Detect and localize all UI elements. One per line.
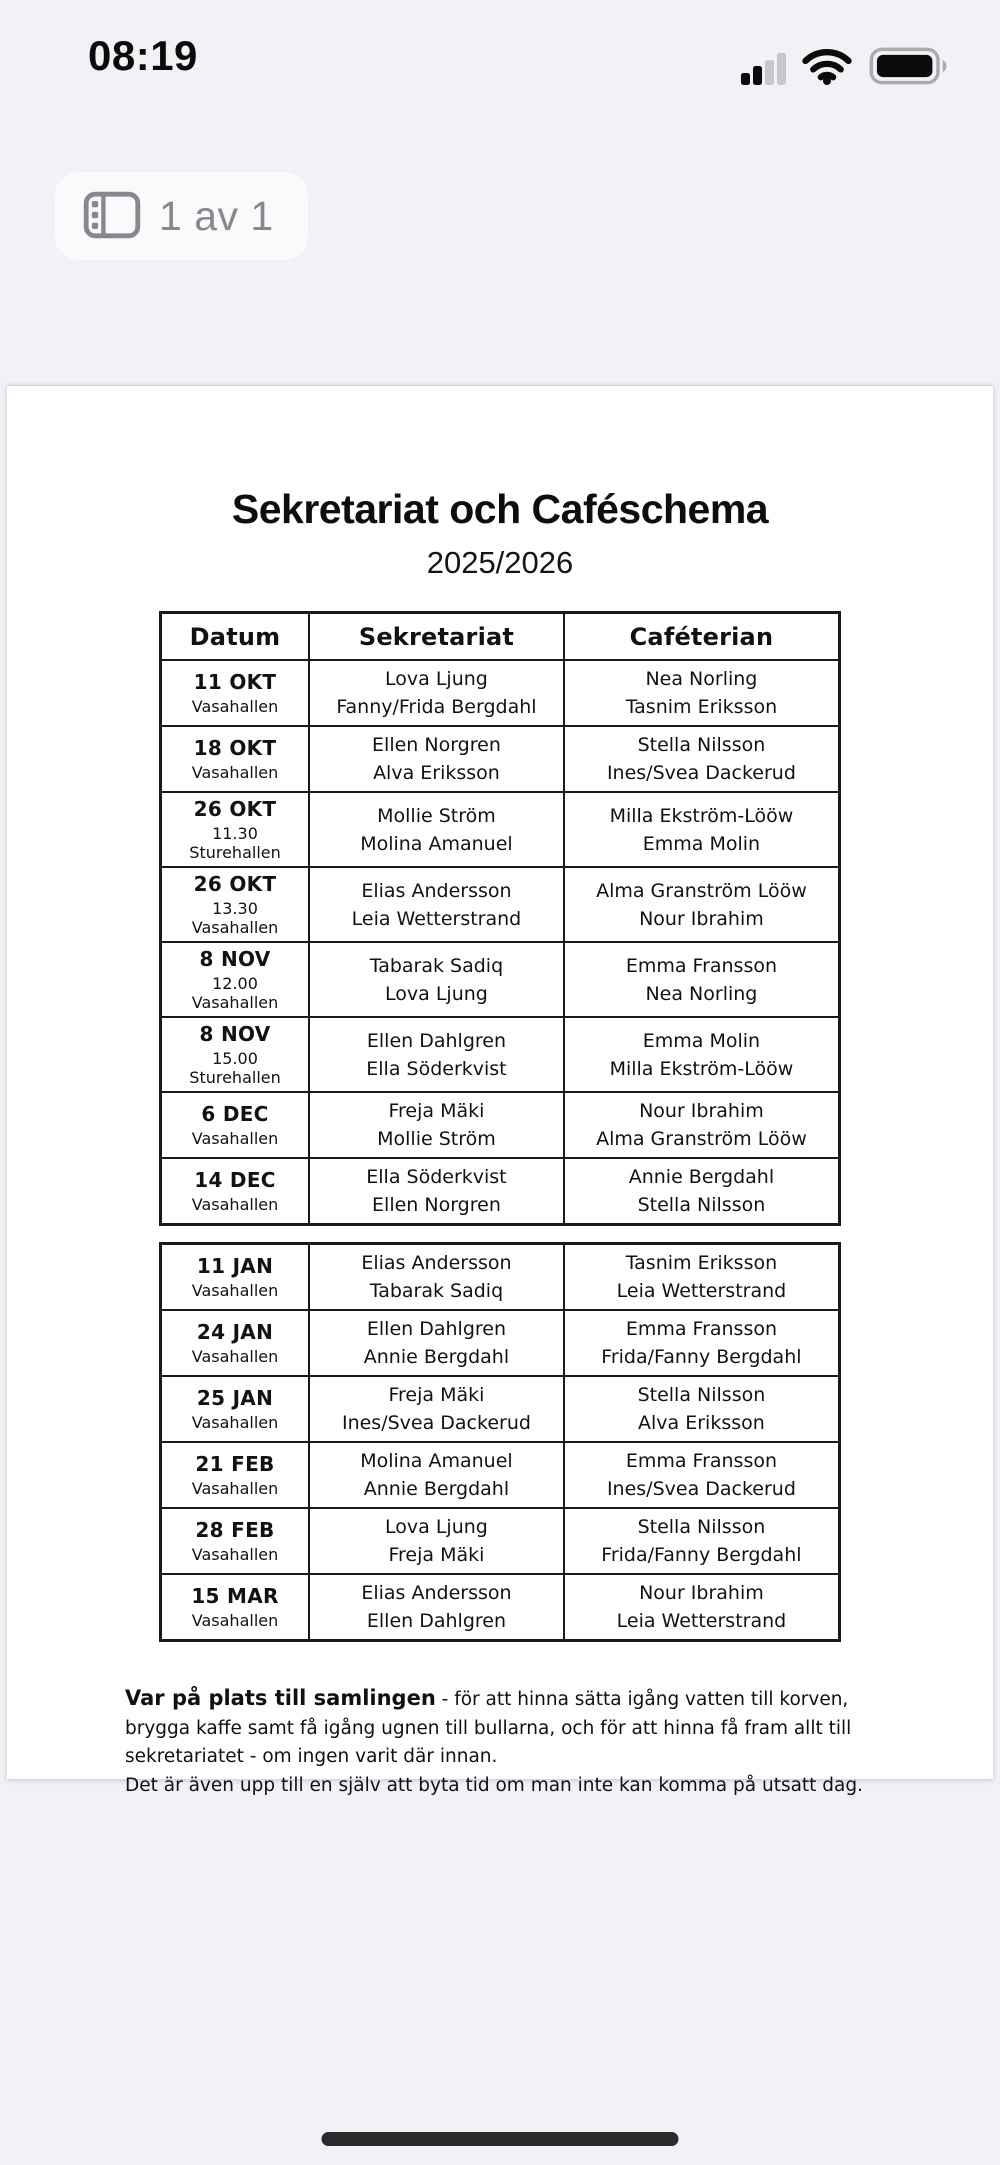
row-date-cell (162, 1159, 310, 1223)
row-location: Vasahallen (191, 1413, 279, 1432)
row-date-cell (162, 1443, 310, 1509)
row-date: 24 JAN (196, 1320, 274, 1344)
row-cafeterian-cell (565, 1159, 838, 1223)
person-name: Annie Bergdahl (628, 1166, 775, 1188)
battery-icon (868, 46, 952, 91)
row-location: 12.00 Vasahallen (191, 974, 279, 1012)
row-date-cell (162, 1575, 310, 1639)
row-location: Vasahallen (191, 1347, 279, 1366)
row-sekretariat-cell (310, 1245, 565, 1311)
person-name: Lova Ljung (385, 1516, 488, 1538)
row-date-cell (162, 1377, 310, 1443)
row-cafeterian-cell (565, 868, 838, 943)
person-name: Stella Nilsson (637, 1194, 766, 1216)
row-sekretariat-cell (310, 1575, 565, 1639)
row-location: Vasahallen (191, 1281, 279, 1300)
row-date: 18 OKT (193, 736, 277, 760)
cellular-signal-icon (741, 53, 786, 85)
row-cafeterian-cell (565, 727, 838, 793)
person-name: Mollie Ström (377, 804, 496, 827)
person-name: Mollie Ström (377, 1128, 496, 1150)
row-date: 8 NOV (199, 1022, 271, 1046)
row-cafeterian-cell (565, 1018, 838, 1093)
person-name: Annie Bergdahl (363, 1346, 510, 1368)
person-name: Stella Nilsson (637, 1384, 766, 1406)
schedule-row (162, 868, 838, 943)
row-cafeterian-cell (565, 1245, 838, 1311)
person-name: Ines/Svea Dackerud (606, 1478, 796, 1500)
row-location: 13.30 Vasahallen (191, 899, 279, 937)
document-title: Sekretariat och Caféschema (231, 486, 769, 532)
person-name: Annie Bergdahl (363, 1478, 510, 1500)
person-name: Alva Eriksson (638, 1412, 765, 1434)
person-name: Emma Molin (642, 832, 761, 855)
person-name: Nour Ibrahim (639, 1582, 764, 1604)
page-indicator-button[interactable] (55, 172, 308, 260)
row-date: 11 OKT (193, 670, 277, 694)
person-name: Ellen Dahlgren (366, 1610, 507, 1632)
person-name: Ellen Norgren (372, 734, 501, 756)
row-date: 26 OKT (193, 872, 277, 896)
column-header-cafeterian: Caféterian (565, 614, 838, 661)
schedule-row (162, 1377, 838, 1443)
person-name: Elias Andersson (361, 1582, 512, 1604)
schedule-row (162, 1443, 838, 1509)
row-date-cell (162, 1018, 310, 1093)
page-indicator-label: 1 av 1 (159, 192, 274, 239)
person-name: Ines/Svea Dackerud (341, 1412, 531, 1434)
row-date: 25 JAN (196, 1386, 274, 1410)
row-sekretariat-cell (310, 727, 565, 793)
status-time: 08:19 (88, 32, 198, 79)
row-cafeterian-cell (565, 661, 838, 727)
row-location: 15.00 Sturehallen (189, 1049, 281, 1087)
row-date-cell (162, 661, 310, 727)
person-name: Ellen Dahlgren (366, 1318, 507, 1340)
person-name: Emma Fransson (625, 1318, 778, 1340)
person-name: Ella Söderkvist (366, 1166, 507, 1188)
row-location: Vasahallen (191, 1479, 279, 1498)
schedule-row (162, 1509, 838, 1575)
person-name: Leia Wetterstrand (351, 907, 522, 930)
row-cafeterian-cell (565, 793, 838, 868)
person-name: Alva Eriksson (373, 762, 500, 784)
person-name: Fanny/Frida Bergdahl (336, 696, 537, 718)
person-name: Stella Nilsson (637, 734, 766, 756)
row-date: 28 FEB (195, 1518, 275, 1542)
row-cafeterian-cell (565, 1311, 838, 1377)
row-date: 8 NOV (199, 947, 271, 971)
status-bar (0, 0, 1000, 120)
table-header-row (162, 614, 838, 661)
schedule-row (162, 727, 838, 793)
person-name: Tabarak Sadiq (369, 1280, 504, 1302)
row-date-cell (162, 943, 310, 1018)
person-name: Nea Norling (645, 668, 758, 690)
person-name: Alma Granström Lööw (596, 1128, 807, 1150)
person-name: Alma Granström Lööw (596, 879, 807, 902)
person-name: Nour Ibrahim (639, 907, 764, 930)
wifi-icon (801, 47, 853, 90)
row-location: Vasahallen (191, 763, 279, 782)
row-date: 26 OKT (193, 797, 277, 821)
person-name: Lova Ljung (385, 668, 488, 690)
row-location: Vasahallen (191, 1611, 279, 1630)
row-sekretariat-cell (310, 661, 565, 727)
row-date: 15 MAR (191, 1584, 279, 1608)
schedule-row (162, 1575, 838, 1639)
person-name: Leia Wetterstrand (616, 1610, 787, 1632)
person-name: Milla Ekström-Lööw (609, 1057, 794, 1080)
pdf-page (7, 385, 993, 1797)
person-name: Emma Fransson (625, 954, 778, 977)
row-sekretariat-cell (310, 868, 565, 943)
page-thumbnails-icon (83, 191, 141, 242)
schedule-row (162, 1018, 838, 1093)
person-name: Ellen Dahlgren (366, 1029, 507, 1052)
document-subtitle: 2025/2026 (426, 545, 574, 580)
schedule-row (162, 1311, 838, 1377)
row-sekretariat-cell (310, 943, 565, 1018)
person-name: Elias Andersson (361, 879, 512, 902)
person-name: Molina Amanuel (360, 832, 513, 855)
schedule-table-spring (159, 1242, 841, 1642)
person-name: Frida/Fanny Bergdahl (601, 1544, 802, 1566)
person-name: Freja Mäki (388, 1544, 485, 1566)
row-sekretariat-cell (310, 793, 565, 868)
row-sekretariat-cell (310, 1377, 565, 1443)
person-name: Tabarak Sadiq (369, 954, 504, 977)
row-cafeterian-cell (565, 1575, 838, 1639)
schedule-row (162, 793, 838, 868)
person-name: Molina Amanuel (360, 1450, 513, 1472)
row-date-cell (162, 727, 310, 793)
person-name: Ellen Norgren (372, 1194, 501, 1216)
row-cafeterian-cell (565, 1093, 838, 1159)
row-sekretariat-cell (310, 1509, 565, 1575)
row-cafeterian-cell (565, 1377, 838, 1443)
row-location: Vasahallen (191, 1545, 279, 1564)
row-date-cell (162, 868, 310, 943)
footer-note-lead: Var på plats till samlingen (125, 1686, 436, 1710)
row-sekretariat-cell (310, 1443, 565, 1509)
person-name: Freja Mäki (388, 1100, 485, 1122)
person-name: Elias Andersson (361, 1252, 512, 1274)
status-icons (741, 46, 952, 91)
person-name: Freja Mäki (388, 1384, 485, 1406)
row-date: 21 FEB (195, 1452, 275, 1476)
row-sekretariat-cell (310, 1093, 565, 1159)
person-name: Ines/Svea Dackerud (606, 762, 796, 784)
row-date: 6 DEC (201, 1102, 269, 1126)
footer-note-line2: Det är även upp till en själv att byta tid om man inte kan komma på utsatt dag. (125, 1775, 864, 1797)
schedule-row (162, 1245, 838, 1311)
person-name: Frida/Fanny Bergdahl (601, 1346, 802, 1368)
schedule-row (162, 1159, 838, 1223)
row-sekretariat-cell (310, 1311, 565, 1377)
person-name: Emma Molin (642, 1029, 761, 1052)
row-sekretariat-cell (310, 1159, 565, 1223)
person-name: Tasnim Eriksson (625, 1252, 778, 1274)
column-header-datum: Datum (162, 614, 310, 661)
footer-note-body: - för att hinna sätta igång vatten till korven, brygga kaffe samt få igång ugnen till bullarna, och för att hinna få fram allt till sekretariatet - om ingen varit där innan. (125, 1689, 852, 1768)
person-name: Stella Nilsson (637, 1516, 766, 1538)
column-header-sekretariat: Sekretariat (310, 614, 565, 661)
person-name: Milla Ekström-Lööw (609, 804, 794, 827)
row-date-cell (162, 1245, 310, 1311)
row-cafeterian-cell (565, 1509, 838, 1575)
row-date-cell (162, 1093, 310, 1159)
schedule-row (162, 661, 838, 727)
row-date: 11 JAN (196, 1254, 274, 1278)
home-indicator[interactable] (322, 2132, 679, 2146)
row-sekretariat-cell (310, 1018, 565, 1093)
person-name: Leia Wetterstrand (616, 1280, 787, 1302)
row-date-cell (162, 1311, 310, 1377)
row-date-cell (162, 793, 310, 868)
person-name: Tasnim Eriksson (625, 696, 778, 718)
row-location: Vasahallen (191, 697, 279, 716)
person-name: Ella Söderkvist (366, 1057, 507, 1080)
person-name: Emma Fransson (625, 1450, 778, 1472)
person-name: Nour Ibrahim (639, 1100, 764, 1122)
row-cafeterian-cell (565, 1443, 838, 1509)
row-location: Vasahallen (191, 1195, 279, 1214)
person-name: Lova Ljung (385, 982, 488, 1005)
schedule-row (162, 943, 838, 1018)
row-date: 14 DEC (194, 1168, 276, 1192)
row-cafeterian-cell (565, 943, 838, 1018)
schedule-row (162, 1093, 838, 1159)
row-location: Vasahallen (191, 1129, 279, 1148)
row-location: 11.30 Sturehallen (189, 824, 281, 862)
footer-note (125, 1682, 881, 1801)
schedule-table-autumn (159, 611, 841, 1226)
person-name: Nea Norling (645, 982, 758, 1005)
row-date-cell (162, 1509, 310, 1575)
